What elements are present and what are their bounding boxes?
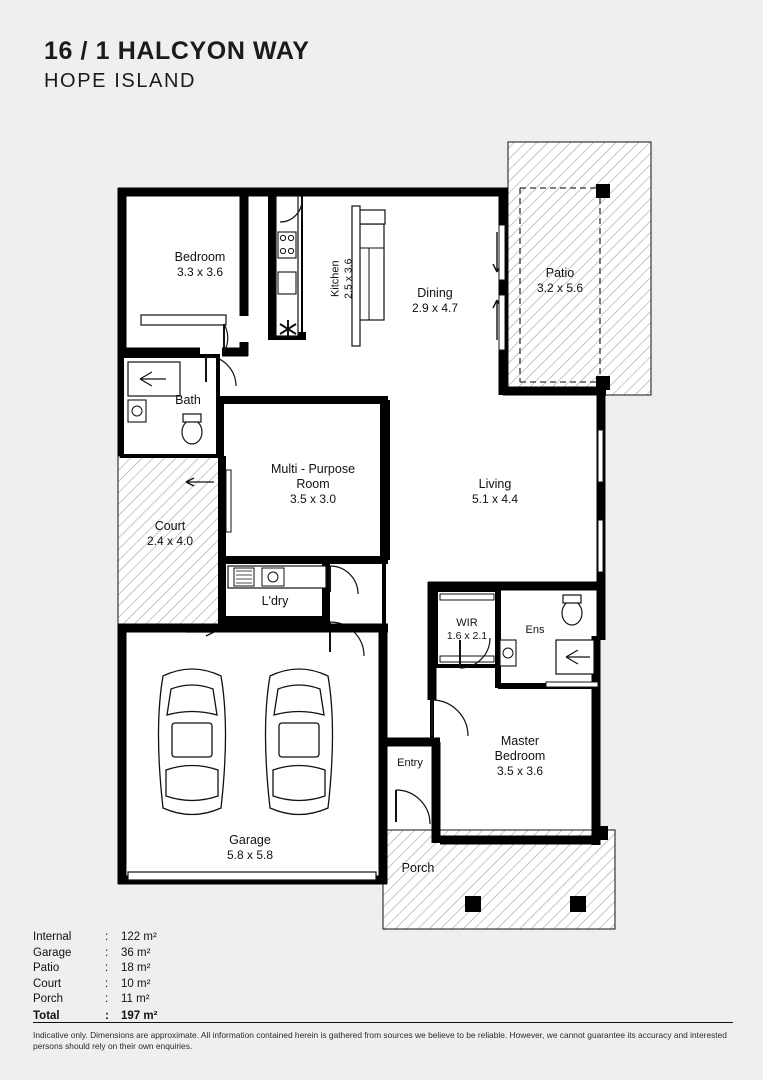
schedule-label: Court: [33, 977, 62, 990]
room-name-line1: Master: [500, 734, 540, 748]
room-label-bedroom2: [140, 250, 260, 279]
room-label-living: [435, 477, 555, 506]
room-name: Garage: [229, 833, 271, 847]
room-name-line1: Multi - Purpose: [270, 462, 356, 476]
room-name: Bath: [175, 393, 201, 407]
room-name: WIR: [456, 617, 478, 629]
schedule-colon: :: [105, 1009, 109, 1022]
room-dimensions: 3.5 x 3.0: [289, 491, 337, 506]
schedule-row-patio: [33, 961, 191, 977]
schedule-colon: :: [105, 931, 109, 943]
room-dimensions: 2.4 x 4.0: [146, 533, 194, 548]
room-label-laundry: [225, 594, 325, 609]
room-name: L'dry: [261, 594, 289, 608]
room-label-ens: [505, 624, 565, 637]
room-label-wir: [433, 617, 501, 642]
schedule-value: 197 m²: [121, 1009, 158, 1022]
room-dimensions: 1.6 x 2.1: [446, 629, 488, 642]
property-address: 16 / 1 HALCYON WAY: [44, 37, 310, 65]
schedule-value: 122 m²: [121, 931, 157, 943]
area-schedule: [33, 930, 191, 1024]
room-name: Dining: [417, 286, 453, 300]
room-name: Porch: [401, 861, 435, 875]
room-name-line2: Bedroom: [494, 748, 546, 763]
room-dimensions: 2.9 x 4.7: [411, 300, 459, 315]
schedule-value: 18 m²: [121, 962, 151, 974]
room-dimensions: 3.3 x 3.6: [176, 264, 224, 279]
schedule-label: Garage: [33, 946, 72, 959]
room-label-multipurpose: [243, 462, 383, 506]
porch-area: [383, 830, 615, 929]
schedule-value: 36 m²: [121, 946, 151, 959]
schedule-row-internal: [33, 930, 191, 946]
schedule-colon: :: [105, 962, 109, 974]
room-name-line2: Room: [296, 476, 330, 491]
room-label-master: [462, 734, 578, 778]
schedule-label: Internal: [33, 931, 72, 943]
schedule-label: Porch: [33, 993, 64, 1005]
schedule-value: 10 m²: [121, 977, 151, 990]
schedule-label: Patio: [33, 962, 60, 974]
schedule-colon: :: [105, 946, 109, 959]
room-label-porch: [381, 861, 455, 876]
room-label-entry: [379, 757, 441, 770]
room-dimensions: 3.2 x 5.6: [536, 280, 584, 295]
property-suburb: HOPE ISLAND: [44, 70, 197, 92]
schedule-label: Total: [33, 1009, 60, 1022]
schedule-divider: [33, 1022, 733, 1023]
schedule-colon: :: [105, 993, 109, 1005]
schedule-value: 11 m²: [121, 993, 150, 1005]
room-name: Living: [478, 477, 512, 491]
room-dimensions: 5.1 x 4.4: [471, 491, 519, 506]
room-label-dining: [375, 286, 495, 315]
room-name: Entry: [397, 757, 423, 769]
room-dimensions: 5.8 x 5.8: [226, 847, 274, 862]
room-label-bath: [148, 393, 228, 408]
schedule-row-porch: [33, 992, 191, 1008]
disclaimer-text: Indicative only. Dimensions are approximate. All information contained herein is gathered from sources we believe to be reliable. However, we cannot guarantee its accuracy and interested persons should rely on their own enquiries.: [33, 1030, 727, 1051]
room-name: Court: [154, 519, 186, 533]
room-label-court: [117, 519, 223, 548]
room-name: Kitchen: [329, 260, 342, 298]
schedule-colon: :: [105, 977, 109, 990]
room-dimensions: 2.5 x 3.6: [342, 258, 355, 299]
room-label-patio: [500, 266, 620, 295]
room-name: Bedroom: [174, 250, 226, 264]
room-label-kitchen: [329, 224, 354, 334]
room-name: Patio: [545, 266, 575, 280]
schedule-row-court: [33, 977, 191, 993]
room-label-garage: [190, 833, 310, 862]
room-dimensions: 3.5 x 3.6: [496, 763, 544, 778]
room-name: Ens: [525, 624, 545, 636]
schedule-row-garage: [33, 946, 191, 962]
